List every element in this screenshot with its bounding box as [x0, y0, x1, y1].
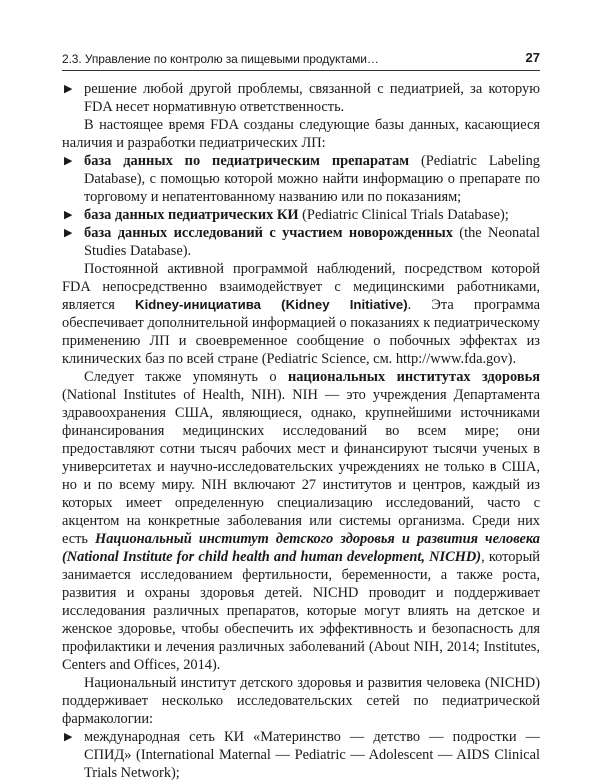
paragraph-nichd-networks: Национальный институт детского здоровья и развития человека (NICHD) поддерживает несколько исследовательских сетей по педиатрической фармакологии:: [62, 675, 540, 727]
header-divider: [62, 70, 540, 71]
term-bold: база данных исследований с участием новорожденных: [84, 225, 453, 241]
list-item-text: (Pediatric Clinical Trials Database);: [298, 207, 509, 223]
bullet-list-networks: [62, 728, 540, 782]
bullet-arrow-icon: ▶: [64, 83, 73, 95]
list-item: [62, 206, 540, 224]
bullet-list-fda-responsibility: [62, 80, 540, 116]
term-kidney-initiative: Kidney-инициатива (Kidney Initiative): [135, 297, 408, 312]
list-item-text: (the Neonatal Studies Database).: [84, 225, 540, 259]
bullet-arrow-icon: ▶: [64, 209, 73, 221]
bullet-list-databases: [62, 152, 540, 260]
term-bold: база данных по педиатрическим препаратам: [84, 153, 410, 169]
list-item: [62, 224, 540, 260]
chapter-title: 2.3. Управление по контролю за пищевыми продуктами…: [62, 52, 379, 66]
page-number: 27: [525, 50, 540, 65]
list-item-text: (Pediatric Labeling Database), с помощью которой можно найти информацию о препарате по торговому и непатентованному названию или по показаниям;: [84, 153, 540, 205]
page-body: [62, 80, 540, 782]
list-item-text: решение любой другой проблемы, связанной с педиатрией, за которую FDA несет нормативную ответственность.: [84, 81, 540, 115]
paragraph-kidney-initiative: Постоянной активной программой наблюдений, посредством которой FDA непосредственно взаимодействует с медицинскими работниками, является Kidney-инициатива (Kidney Initiative). Эта программа обеспечивает дополнительной информацией о показаниях к педиатрическому применению ЛП и своевременное сообщение о побочных эффектах из клинических баз по всей стране (Pediatric Science, см. http://www.fda.gov).: [62, 261, 540, 367]
bullet-arrow-icon: ▶: [64, 227, 73, 239]
term-bold: база данных педиатрических КИ: [84, 207, 299, 223]
list-item: [62, 80, 540, 116]
list-item-text: международная сеть КИ «Материнство — детство — подростки — СПИД» (International Maternal — Pediatric — Adolescent — AIDS Clinical Trials Network);: [84, 729, 540, 781]
term-nih: национальных институтах здоровья: [287, 369, 541, 385]
term-nichd: Национальный институт детского здоровья и развития человека (National Institute for child health and human development, NICHD): [62, 531, 540, 565]
running-header: [62, 50, 540, 70]
paragraph-databases-intro: В настоящее время FDA созданы следующие базы данных, касающиеся наличия и разработки педиатрических ЛП:: [62, 117, 540, 151]
bullet-arrow-icon: ▶: [64, 155, 73, 167]
paragraph-nih: Следует также упомянуть о национальных институтах здоровья (National Institutes of Health, NIH). NIH — это учреждения Департамента здравоохранения США, являющиеся, однако, крупнейшими источниками финансирования медицинских исследований во всем мире; они предоставляют сотни тысяч рабочих мест и финансируют тысячи ученых в университетах и научно-исследовательских учреждениях не только в США, но и по всему миру. NIH включают 27 институтов и центров, каждый из которых имеет определенную специализацию исследований, часто с акцентом на конкретные заболевания или системы организма. Среди них есть Национальный институт детского здоровья и развития человека (National Institute for child health and human development, NICHD), который занимается исследованием фертильности, беременности, а также роста, развития и охраны здоровья детей. NICHD проводит и поддерживает исследования различных препаратов, которые могут влиять на детское и женское здоровье, чтобы обеспечить их эффективность и безопасность для профилактики и лечения различных заболеваний (About NIH, 2014; Institutes, Centers and Offices, 2014).: [62, 369, 541, 673]
list-item: [62, 728, 540, 782]
bullet-arrow-icon: ▶: [64, 731, 73, 743]
list-item: [62, 152, 540, 206]
